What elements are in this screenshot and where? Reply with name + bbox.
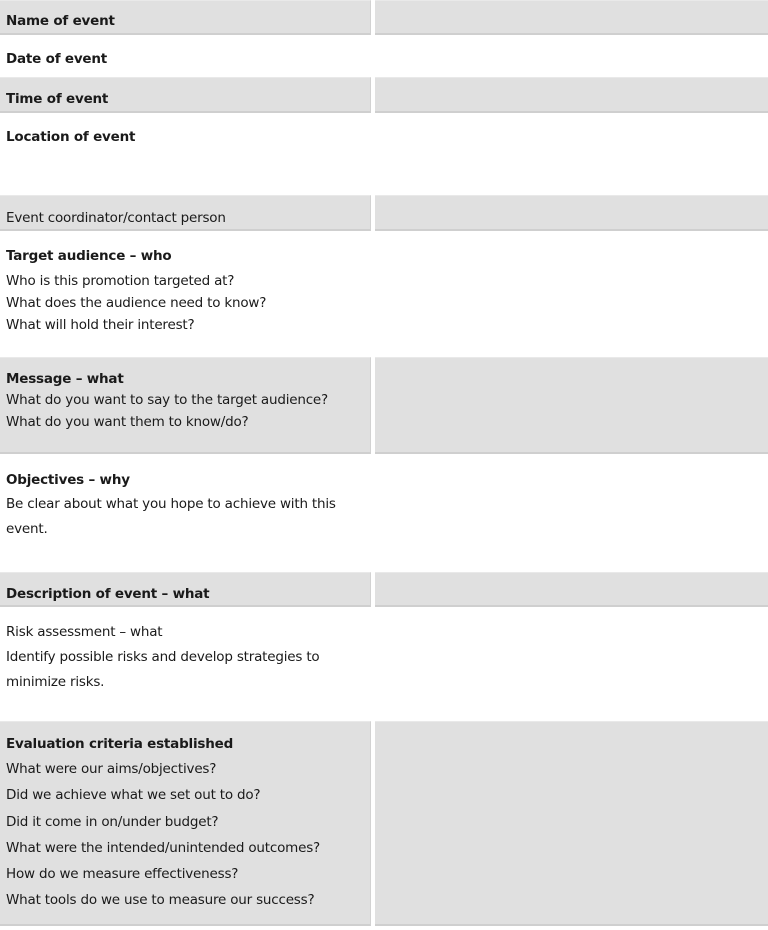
row-line: How do we measure effectiveness? xyxy=(6,866,239,882)
label-cell xyxy=(0,572,371,607)
row-line: minimize risks. xyxy=(6,674,105,690)
row-title: Name of event xyxy=(6,13,115,29)
row-line: Identify possible risks and develop strategies to xyxy=(6,649,320,665)
row-title: Description of event – what xyxy=(6,586,210,602)
label-cell xyxy=(0,607,371,721)
row-title: Target audience – who xyxy=(6,248,172,264)
row-title: Date of event xyxy=(6,51,108,67)
row-objectives xyxy=(0,454,768,572)
row-time-of-event xyxy=(0,77,768,113)
label-cell xyxy=(0,357,371,454)
row-message xyxy=(0,357,768,454)
row-line: Be clear about what you hope to achieve with this xyxy=(6,496,336,512)
label-cell xyxy=(0,0,371,35)
row-date-of-event xyxy=(0,35,768,77)
row-line: Did we achieve what we set out to do? xyxy=(6,787,261,803)
row-line: event. xyxy=(6,521,48,537)
label-cell xyxy=(0,721,371,926)
row-title: Risk assessment – what xyxy=(6,624,163,640)
label-cell xyxy=(0,113,371,195)
target-audience-input[interactable] xyxy=(375,231,768,357)
row-line: What do you want them to know/do? xyxy=(6,414,249,430)
row-title: Message – what xyxy=(6,371,124,387)
date-of-event-input[interactable] xyxy=(375,35,768,77)
event-coordinator-input[interactable] xyxy=(375,195,768,231)
risk-assessment-input[interactable] xyxy=(375,607,768,721)
row-line: What will hold their interest? xyxy=(6,317,195,333)
name-of-event-input[interactable] xyxy=(375,0,768,35)
row-name-of-event xyxy=(0,0,768,35)
row-title: Time of event xyxy=(6,91,109,107)
row-risk-assessment xyxy=(0,607,768,721)
row-title: Location of event xyxy=(6,129,136,145)
description-input[interactable] xyxy=(375,572,768,607)
row-line: What were our aims/objectives? xyxy=(6,761,217,777)
evaluation-criteria-input[interactable] xyxy=(375,721,768,926)
label-cell xyxy=(0,231,371,357)
row-title: Evaluation criteria established xyxy=(6,736,234,752)
row-title: Event coordinator/contact person xyxy=(6,210,226,226)
row-description xyxy=(0,572,768,607)
row-line: What were the intended/unintended outcomes? xyxy=(6,840,321,856)
row-event-coordinator xyxy=(0,195,768,231)
row-evaluation-criteria xyxy=(0,721,768,926)
label-cell xyxy=(0,35,371,77)
row-location-of-event xyxy=(0,113,768,195)
label-cell xyxy=(0,77,371,113)
objectives-input[interactable] xyxy=(375,454,768,572)
label-cell xyxy=(0,195,371,231)
label-cell xyxy=(0,454,371,572)
row-line: What tools do we use to measure our success? xyxy=(6,892,315,908)
row-target-audience xyxy=(0,231,768,357)
row-line: What do you want to say to the target audience? xyxy=(6,392,328,408)
row-line: Who is this promotion targeted at? xyxy=(6,273,235,289)
message-input[interactable] xyxy=(375,357,768,454)
row-title: Objectives – why xyxy=(6,472,130,488)
row-line: Did it come in on/under budget? xyxy=(6,814,219,830)
row-line: What does the audience need to know? xyxy=(6,295,267,311)
time-of-event-input[interactable] xyxy=(375,77,768,113)
location-of-event-input[interactable] xyxy=(375,113,768,195)
